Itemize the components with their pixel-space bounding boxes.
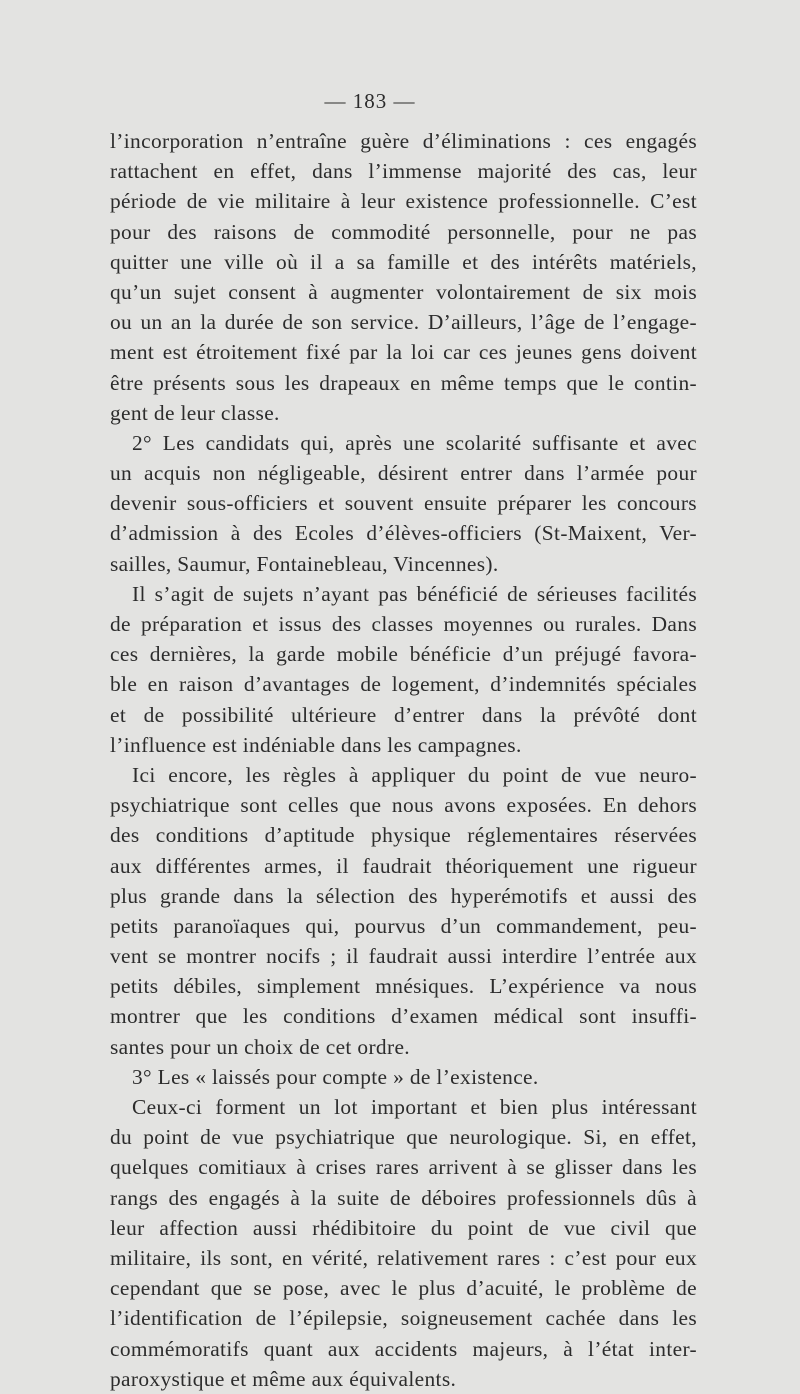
- text-line: qu’un sujet consent à augmenter volontairement de six mois: [110, 279, 697, 304]
- text-line: ou un an la durée de son service. D’ailleurs, l’âge de l’engage-: [110, 310, 697, 335]
- text-line: petits débiles, simplement mnésiques. L’expérience va nous: [110, 974, 697, 999]
- text-line: Il s’agit de sujets n’ayant pas bénéficié de sérieuses facilités: [132, 581, 697, 606]
- text-line: l’incorporation n’entraîne guère d’éliminations : ces engagés: [110, 129, 697, 153]
- text-line: commémoratifs quant aux accidents majeurs, à l’état inter-: [110, 1336, 697, 1361]
- text-line: paroxystique et même aux équivalents.: [110, 1366, 457, 1391]
- text-line: Ici encore, les règles à appliquer du point de vue neuro-: [132, 762, 697, 787]
- text-line: petits paranoïaques qui, pourvus d’un commandement, peu-: [110, 913, 697, 938]
- text-line: santes pour un choix de cet ordre.: [110, 1034, 410, 1059]
- body-text: [110, 126, 697, 1394]
- text-line: ment est étroitement fixé par la loi car ces jeunes gens doivent: [110, 340, 697, 365]
- text-line: sailles, Saumur, Fontainebleau, Vincennes).: [110, 551, 499, 576]
- text-line: des conditions d’aptitude physique réglementaires réservées: [110, 823, 697, 848]
- text-line: aux différentes armes, il faudrait théoriquement une rigueur: [110, 853, 697, 878]
- text-line: être présents sous les drapeaux en même temps que le contin-: [110, 370, 697, 395]
- text-line: quelques comitiaux à crises rares arrivent à se glisser dans les: [110, 1155, 697, 1180]
- text-line: ble en raison d’avantages de logement, d’indemnités spéciales: [110, 672, 697, 697]
- text-line: quitter une ville où il a sa famille et des intérêts matériels,: [110, 249, 697, 274]
- text-line: rattachent en effet, dans l’immense majorité des cas, leur: [110, 159, 697, 184]
- text-line: l’identification de l’épilepsie, soigneusement cachée dans les: [110, 1306, 697, 1331]
- text-line: psychiatrique sont celles que nous avons exposées. En dehors: [110, 793, 697, 818]
- text-line: l’influence est indéniable dans les campagnes.: [110, 732, 522, 757]
- text-line: gent de leur classe.: [110, 400, 280, 425]
- text-line: Ceux-ci forment un lot important et bien plus intéressant: [132, 1095, 697, 1119]
- text-line: leur affection aussi rhédibitoire du point de vue civil que: [110, 1215, 697, 1240]
- text-line: plus grande dans la sélection des hyperémotifs et aussi des: [110, 883, 697, 908]
- text-line: du point de vue psychiatrique que neurologique. Si, en effet,: [110, 1125, 697, 1150]
- page-number: — 183 —: [324, 89, 416, 113]
- text-line: et de possibilité ultérieure d’entrer dans la prévôté dont: [110, 702, 697, 727]
- text-line: d’admission à des Ecoles d’élèves-officiers (St-Maixent, Ver-: [110, 521, 697, 546]
- text-line: vent se montrer nocifs ; il faudrait aussi interdire l’entrée aux: [110, 944, 697, 969]
- text-line: 2° Les candidats qui, après une scolarité suffisante et avec: [132, 430, 697, 455]
- text-line: montrer que les conditions d’examen médical sont insuffi-: [110, 1004, 697, 1029]
- text-line: devenir sous-officiers et souvent ensuite préparer les concours: [110, 491, 697, 516]
- text-line: période de vie militaire à leur existence professionnelle. C’est: [110, 189, 697, 214]
- text-line: ces dernières, la garde mobile bénéficie d’un préjugé favora-: [110, 642, 697, 667]
- text-line: cependant que se pose, avec le plus d’acuité, le problème de: [110, 1276, 697, 1301]
- text-line: militaire, ils sont, en vérité, relativement rares : c’est pour eux: [110, 1245, 697, 1270]
- text-line: de préparation et issus des classes moyennes ou rurales. Dans: [110, 612, 697, 636]
- text-line: pour des raisons de commodité personnelle, pour ne pas: [110, 219, 697, 244]
- text-line: rangs des engagés à la suite de déboires professionnels dûs à: [110, 1185, 697, 1210]
- text-line: un acquis non négligeable, désirent entrer dans l’armée pour: [110, 461, 697, 486]
- text-line: 3° Les « laissés pour compte » de l’existence.: [132, 1064, 539, 1089]
